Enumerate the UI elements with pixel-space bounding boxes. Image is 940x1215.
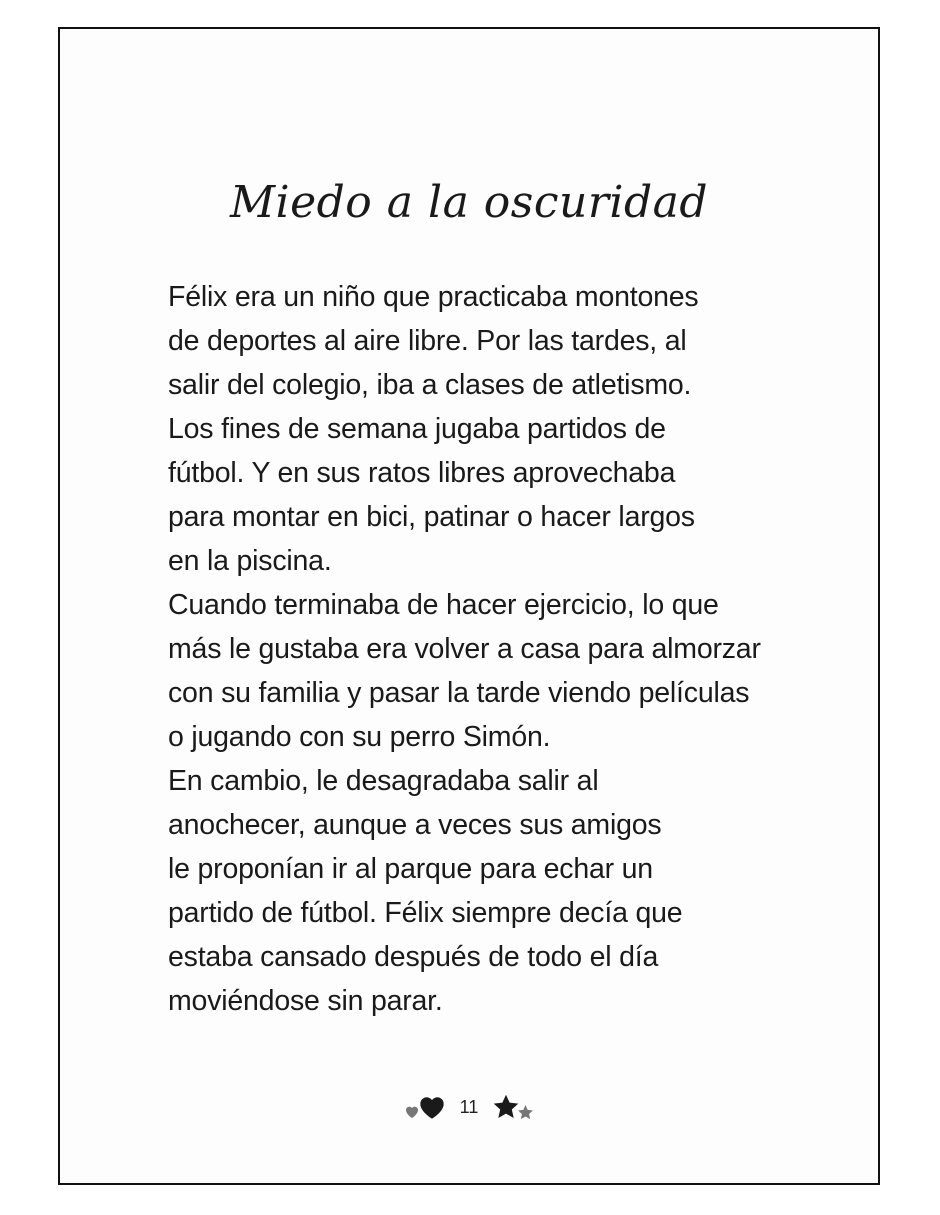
text-line: Félix era un niño que practicaba montones [168,281,699,313]
page-title: Miedo a la oscuridad [229,177,709,228]
text-line: partido de fútbol. Félix siempre decía que [168,897,683,929]
small-star-icon [517,1104,534,1121]
page [58,27,880,1185]
text-line: para montar en bici, patinar o hacer largos [168,501,695,533]
text-line: con su familia y pasar la tarde viendo películas [168,677,750,709]
text-line: fútbol. Y en sus ratos libres aprovechaba [168,457,676,489]
text-line: En cambio, le desagradaba salir al [168,765,599,797]
text-line: anochecer, aunque a veces sus amigos [168,809,662,841]
text-line: moviéndose sin parar. [168,985,443,1017]
text-line: le proponían ir al parque para echar un [168,853,653,885]
text-line: en la piscina. [168,545,332,577]
text-line: Los fines de semana jugaba partidos de [168,413,666,445]
text-line: estaba cansado después de todo el día [168,941,659,973]
text-line: o jugando con su perro Simón. [168,721,551,753]
text-line: más le gustaba era volver a casa para almorzar [168,633,761,665]
hearts-decoration [404,1094,446,1120]
star-icon [492,1093,520,1121]
stars-decoration [492,1093,534,1121]
text-line: Cuando terminaba de hacer ejercicio, lo que [168,589,719,621]
page-footer [60,1093,878,1121]
text-line: salir del colegio, iba a clases de atletismo. [168,369,692,401]
heart-icon [418,1094,446,1120]
story-text [168,275,788,1023]
text-line: de deportes al aire libre. Por las tardes, al [168,325,687,357]
page-number: 11 [459,1096,479,1117]
